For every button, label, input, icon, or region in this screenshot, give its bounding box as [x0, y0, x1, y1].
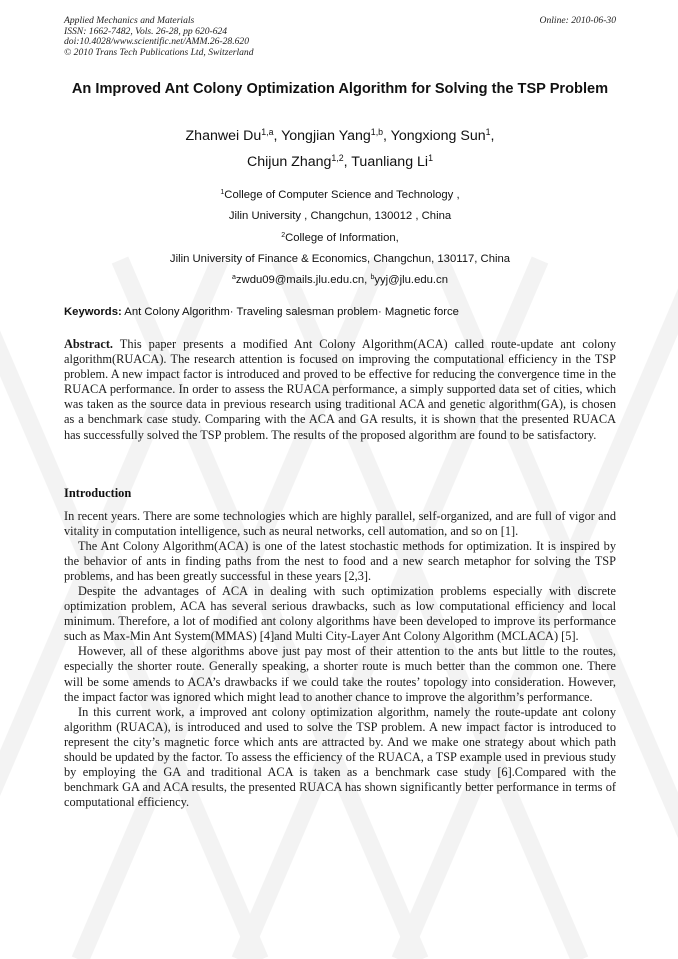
author-name: Tuanliang Li	[351, 154, 429, 170]
author-separator: ,	[490, 128, 495, 144]
author-line-2	[64, 149, 616, 175]
section-heading-introduction: Introduction	[64, 486, 132, 500]
email-b: yyj@jlu.edu.cn	[374, 274, 448, 287]
keywords-text: Ant Colony Algorithm· Traveling salesman problem· Magnetic force	[121, 306, 459, 318]
paragraph: Despite the advantages of ACA in dealing with such optimization problems especially with discrete optimization problem, ACA has several serious drawbacks, such as low computational efficiency and local minimum. Therefore, a lot of modified ant colony algorithms have been developed to improve its performance such as Max-Min Ant System(MMAS) [4]and Multi City-Layer Ant Colony Algorithm (MCLACA) [5].	[64, 584, 616, 644]
affiliation-1-line-2: Jilin University , Changchun, 130012 , China	[228, 210, 452, 223]
paragraph: In recent years. There are some technologies which are highly parallel, self-organized, and are full of vigor and vitality in computation intelligence, such as neural networks, cell automation, and so on [1].	[64, 509, 616, 539]
author-line-1	[64, 123, 616, 149]
paper-title: An Improved Ant Colony Optimization Algorithm for Solving the TSP Problem	[71, 81, 609, 97]
journal-name: Applied Mechanics and Materials	[64, 15, 195, 26]
author-name: Chijun Zhang	[247, 154, 332, 170]
abstract-label: Abstract.	[64, 337, 114, 351]
journal-doi: doi:10.4028/www.scientific.net/AMM.26-28.620	[64, 36, 250, 48]
online-date: Online: 2010-06-30	[539, 15, 616, 26]
author-emails	[64, 270, 616, 291]
affiliation-2-line-2: Jilin University of Finance & Economics, Changchun, 130117, China	[169, 252, 511, 265]
email-a: zwdu09@mails.jlu.edu.cn,	[235, 274, 371, 287]
paragraph: In this current work, a improved ant colony optimization algorithm, namely the route-update ant colony algorithm (RUACA), is introduced and used to solve the TSP problem. A new impact factor is introduced to represent the city’s magnetic force which ants are attracted by. And we make one strategy about which path should be updated by the factor. To assess the efficiency of the RUACA, a TSP example used in previous study by employing the GA and traditional ACA is taken as a benchmark case study [6].Compared with the benchmark GA and ACA results, the presented RUACA has shown significantly better performance in terms of computational efficiency.	[64, 704, 616, 809]
paragraph: The Ant Colony Algorithm(ACA) is one of the latest stochastic methods for optimization. It is inspired by the behavior of ants in finding paths from the nest to food and a new search metaphor for solving the TSP problems, and has been greatly successful in these years [2,3].	[64, 539, 616, 584]
author-superscript: 1,2	[331, 153, 344, 164]
paragraph: However, all of these algorithms above just pay most of their attention to the ants but little to the routes, especially the shorter route. Generally speaking, a shorter route is much better than the common one. There will be some amends to ACA’s drawbacks if we could take the routes’ topology into consideration. However, the impact factor was ignored which might lead to another chance to improve the algorithm’s performance.	[64, 644, 616, 704]
introduction-body	[64, 509, 616, 810]
journal-header	[64, 16, 616, 58]
email-superscript: a	[232, 274, 236, 282]
author-superscript: 1	[485, 127, 491, 138]
author-list	[64, 123, 616, 175]
author-superscript: 1,a	[261, 127, 274, 138]
abstract	[64, 337, 616, 443]
journal-copyright: © 2010 Trans Tech Publications Ltd, Switzerland	[64, 46, 254, 58]
affiliation-text: College of Information,	[285, 231, 399, 244]
affiliation-text: College of Computer Science and Technology ,	[224, 189, 460, 201]
author-name: Yongxiong Sun	[390, 128, 486, 144]
author-separator: ,	[343, 154, 352, 170]
journal-issn: ISSN: 1662-7482, Vols. 26-28, pp 620-624	[64, 25, 228, 37]
keywords-label: Keywords:	[64, 306, 122, 318]
author-superscript: 1	[428, 153, 433, 164]
journal-info	[64, 16, 616, 58]
author-name: Yongjian Yang	[281, 128, 371, 144]
author-superscript: 1,b	[370, 127, 384, 138]
affiliation-1-line-1	[64, 185, 616, 206]
abstract-text: This paper presents a modified Ant Colony Algorithm(ACA) called route-update ant colony algorithm(RUACA). The research attention is focused on improving the computational efficiency in the TSP problem. A new impact factor is introduced and proved to be effective for reducing the convergence time in the RUACA performance. In order to assess the RUACA performance, a simply supported data set of cities, which was taken as the source data in previous research using traditional ACA and genetic algorithm(GA), is chosen as a benchmark case study. Comparing with the ACA and GA results, it is shown that the presented RUACA has successfully solved the TSP problem. The results of the proposed algorithm are found to be satisfactory.	[64, 337, 616, 442]
author-separator: ,	[273, 128, 282, 144]
affiliations	[64, 185, 616, 291]
affiliation-superscript: 2	[281, 231, 286, 239]
keywords	[64, 305, 616, 320]
affiliation-2-line-1	[64, 228, 616, 249]
affiliation-superscript: 1	[220, 189, 225, 197]
email-superscript: b	[370, 274, 375, 282]
author-name: Zhanwei Du	[185, 128, 262, 144]
author-separator: ,	[383, 128, 391, 144]
